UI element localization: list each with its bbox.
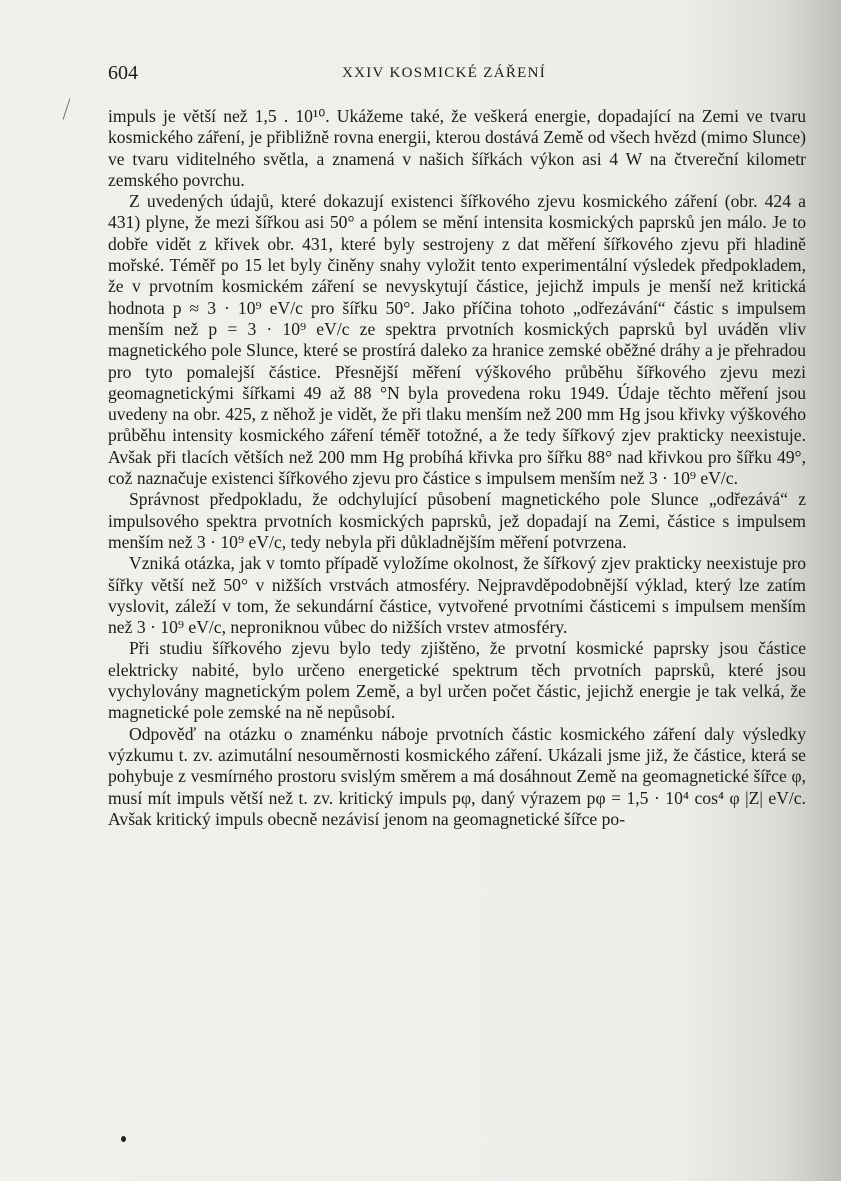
running-title: XXIV KOSMICKÉ ZÁŘENÍ: [342, 65, 547, 81]
page-header: [108, 62, 808, 86]
paragraph-sun-field: Správnost předpokladu, že odchylující působení magnetického pole Slunce „odřezává“ z impulsového spektra prvotních kosmických paprsků, jež dopadají na Zemi, částice s impulsem menším než 3 · 10⁹ eV/c, tedy nebyla při důkladnějším měření potvrzena.: [108, 489, 806, 552]
page-number: 604: [108, 62, 138, 84]
paragraph-latitude-effect: Z uvedených údajů, které dokazují existenci šířkového zjevu kosmického záření (obr. 424 a 431) plyne, že mezi šířkou asi 50° a pólem se mění intensita kosmických paprsků jen málo. Je to dobře vidět z křivek obr. 431, které byly sestrojeny z dat měření šířkového zjevu při hladině mořské. Téměř po 15 let byly činěny snahy vyložit tento experimentální výsledek předpokladem, že v prvotním kosmickém záření se nevyskytují částice, jejichž impuls je menší než kritická hodnota p ≈ 3 · 10⁹ eV/c pro šířku 50°. Jako příčina tohoto „odřezávání“ částic s impulsem menším než p = 3 · 10⁹ eV/c ze spektra prvotních kosmických paprsků byl uváděn vliv magnetického pole Slunce, které se prostírá daleko za hranice zemské oběžné dráhy a je přehradou pro tyto pomalejší částice. Přesnější měření výškového průběhu šířkového zjevu mezi geomagnetickými šířkami 49 až 88 °N byla provedena roku 1949. Údaje těchto měření jsou uvedeny na obr. 425, z něhož je vidět, že při tlaku menším než 200 mm Hg jsou křivky výškového průběhu intensity kosmického záření téměř totožné, a že tedy šířkový zjev prakticky neexistuje. Avšak při tlacích větších než 200 mm Hg probíhá křivka pro šířku 88° nad křivkou pro šířku 49°, což naznačuje existenci šířkového zjevu pro částice s impulsem menším než 3 · 10⁹ eV/c.: [108, 191, 806, 489]
margin-pencil-mark: [63, 98, 71, 119]
paragraph-continuation: impuls je větší než 1,5 . 10¹⁰. Ukážeme také, že veškerá energie, dopadající na Zemi ve tvaru kosmického záření, je přibližně rovna energii, kterou dostává Země od všech hvězd (mimo Slunce) ve tvaru viditelného světla, a znamená v našich šířkách výkon asi 4 W na čtvereční kilometr zemského povrchu.: [108, 106, 806, 190]
paragraph-explanation: Vzniká otázka, jak v tomto případě vyložíme okolnost, že šířkový zjev prakticky neexistuje pro šířky větší než 50° v nižších vrstvách atmosféry. Nejpravděpodobnější výklad, který lze zatím vyslovit, záleží v tom, že sekundární částice, vytvořené prvotními částicemi s impulsem menším než 3 · 10⁹ eV/c, neproniknou vůbec do nižších vrstev atmosféry.: [108, 553, 806, 638]
ink-spot: [121, 1136, 126, 1142]
paragraph-azimuthal-asymmetry: Odpověď na otázku o znaménku náboje prvotních částic kosmického záření daly výsledky výzkumu t. zv. azimutální nesouměrnosti kosmického záření. Ukázali jsme již, že částice, která se pohybuje z vesmírného prostoru svislým směrem a má dosáhnout Země na geomagnetické šířce φ, musí mít impuls větší než t. zv. kritický impuls pφ, daný výrazem pφ = 1,5 · 10⁴ cos⁴ φ |Z| eV/c. Avšak kritický impuls obecně nezávisí jenom na geomagnetické šířce po-: [108, 723, 806, 829]
body-text: [108, 106, 806, 830]
paragraph-summary: Při studiu šířkového zjevu bylo tedy zjištěno, že prvotní kosmické paprsky jsou částice elektricky nabité, bylo určeno energetické spektrum těch prvotních paprsků, které jsou vychylovány magnetickým polem Země, a byl určen počet částic, jejichž energie je tak velká, že magnetické pole zemské na ně nepůsobí.: [108, 638, 806, 723]
